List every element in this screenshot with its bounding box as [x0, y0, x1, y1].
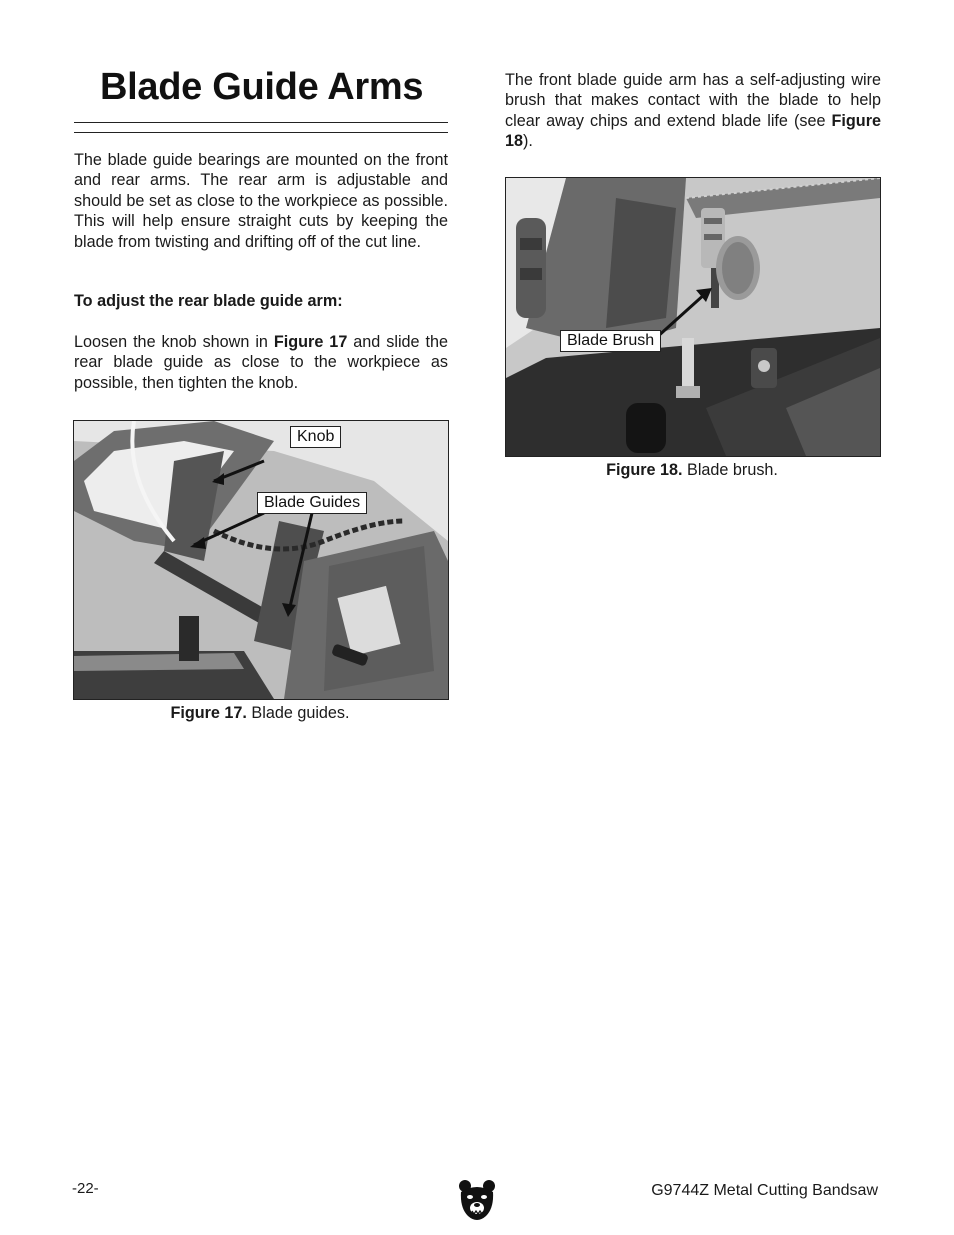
- rear-arm-paragraph: [74, 332, 448, 393]
- rear-arm-heading: To adjust the rear blade guide arm:: [74, 292, 343, 310]
- figure-18-caption-text: Blade brush.: [682, 461, 778, 479]
- front-arm-paragraph: [505, 70, 881, 152]
- knob-callout: Knob: [290, 426, 341, 448]
- figure-17-label: Figure 17.: [170, 704, 247, 722]
- figure-17-reference: Figure 17: [273, 333, 348, 351]
- front-arm-text-after: ).: [523, 132, 533, 151]
- title-rule-top: [74, 122, 448, 123]
- figure-17-caption: [73, 704, 447, 723]
- title-rule-bottom: [74, 132, 448, 133]
- front-arm-text-before: The front blade guide arm has a self-adjusting wire brush that makes contact with the blade to help clear away chips and extend blade life (see: [505, 71, 881, 130]
- product-name: G9744Z Metal Cutting Bandsaw: [651, 1182, 878, 1199]
- bear-head-icon: [458, 1178, 496, 1222]
- figure-18-caption: [505, 461, 879, 480]
- blade-brush-callout: Blade Brush: [560, 330, 661, 352]
- figure-18-reference: Figure 18: [505, 111, 881, 151]
- rear-arm-text-before: Loosen the knob shown in: [74, 333, 274, 351]
- rear-arm-text-after: and slide the rear blade guide as close to the workpiece as possible, then tighten the knob.: [74, 333, 449, 392]
- blade-guides-callout: Blade Guides: [257, 492, 367, 514]
- page-title: Blade Guide Arms: [100, 66, 424, 108]
- figure-18-photo: [505, 177, 881, 457]
- figure-17-photo: [73, 420, 449, 700]
- intro-paragraph: The blade guide bearings are mounted on the front and rear arms. The rear arm is adjustable and should be set as close to the workpiece as possible. This will help ensure straight cuts by keeping the blade from twisting and drifting off of the cut line.: [74, 151, 448, 251]
- page-number: -22-: [72, 1180, 99, 1197]
- figure-18-label: Figure 18.: [606, 461, 683, 479]
- figure-17-caption-text: Blade guides.: [246, 704, 350, 722]
